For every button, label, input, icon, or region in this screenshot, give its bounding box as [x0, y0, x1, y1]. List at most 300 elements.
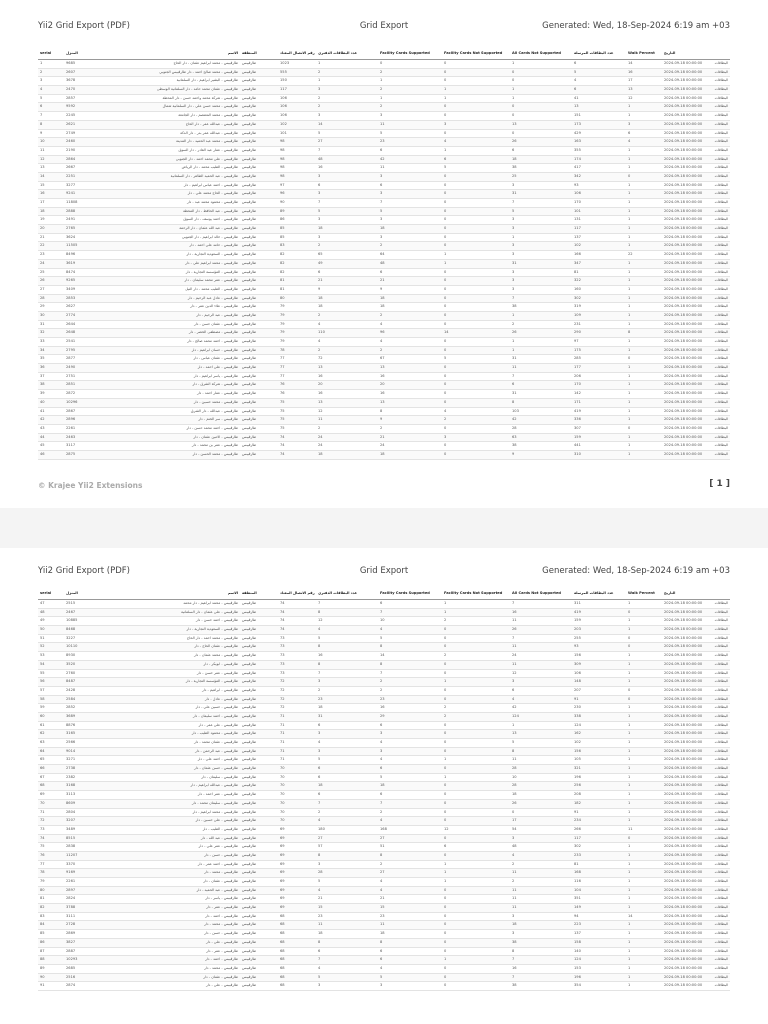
cell-area: طارقيبس [240, 808, 278, 817]
cell-facility-supported: 4 [378, 886, 442, 895]
cell-cards-link[interactable]: البطاقات [710, 747, 730, 756]
cell-cards-link[interactable]: البطاقات [710, 669, 730, 678]
grid-export-title: Grid Export [359, 566, 409, 576]
cell-cards-link[interactable]: البطاقات [710, 973, 730, 982]
cell-cards: 5 [316, 207, 378, 216]
cell-sent: 102 [572, 739, 626, 748]
cell-date: 2024-09-18 00:00:00 [662, 626, 710, 635]
cell-cards-link[interactable]: البطاقات [710, 225, 730, 234]
cell-house: 3619 [64, 259, 90, 268]
cell-facility-not-supported: 0 [442, 60, 510, 69]
cell-area: طارقيبس [240, 77, 278, 86]
cell-cards: 4 [316, 739, 378, 748]
cell-cards-link[interactable]: البطاقات [710, 808, 730, 817]
cell-cards-link[interactable]: البطاقات [710, 172, 730, 181]
cell-all-not-supported: 26 [510, 138, 572, 147]
cell-serial: 39 [38, 390, 64, 399]
cell-name: طارقيبس - حسن - دار [90, 851, 240, 860]
cell-all-not-supported: 1 [510, 346, 572, 355]
table-row [38, 904, 730, 913]
cell-facility-supported: 21 [378, 895, 442, 904]
cell-cards-link[interactable]: البطاقات [710, 930, 730, 939]
cell-sent: 91 [572, 695, 626, 704]
cell-cards-link[interactable]: البطاقات [710, 695, 730, 704]
cell-walk-percent: 1 [626, 155, 662, 164]
table-row [38, 68, 730, 77]
cell-facility-not-supported: 0 [442, 817, 510, 826]
cell-contact: 98 [278, 146, 316, 155]
cell-all-not-supported: 2 [510, 320, 572, 329]
cell-facility-not-supported: 0 [442, 799, 510, 808]
cell-area: طارقيبس [240, 730, 278, 739]
cell-contact: 89 [278, 207, 316, 216]
table-row [38, 303, 730, 312]
cell-cards: 18 [316, 930, 378, 939]
cell-cards-link[interactable]: البطاقات [710, 739, 730, 748]
cell-cards-link[interactable]: البطاقات [710, 364, 730, 373]
cell-all-not-supported: 0 [510, 103, 572, 112]
cell-cards: 3 [316, 747, 378, 756]
cell-cards-link[interactable]: البطاقات [710, 869, 730, 878]
cell-area: طارقيبس [240, 172, 278, 181]
cell-sent: 302 [572, 294, 626, 303]
cell-cards-link[interactable]: البطاقات [710, 652, 730, 661]
cell-cards-link[interactable]: البطاقات [710, 138, 730, 147]
cell-name: طارقيبس - عبدالله - دار الشرق [90, 407, 240, 416]
cell-cards-link[interactable]: البطاقات [710, 242, 730, 251]
cell-area: طارقيبس [240, 364, 278, 373]
cell-facility-supported: 4 [378, 320, 442, 329]
cell-house: 11505 [64, 242, 90, 251]
cell-date: 2024-09-18 00:00:00 [662, 799, 710, 808]
cell-cards: 8 [316, 643, 378, 652]
cell-walk-percent: 1 [626, 112, 662, 121]
cell-cards-link[interactable]: البطاقات [710, 199, 730, 208]
cell-cards-link[interactable]: البطاقات [710, 730, 730, 739]
cell-sent: 163 [572, 138, 626, 147]
cell-cards-link[interactable]: البطاقات [710, 285, 730, 294]
cell-facility-not-supported: 2 [442, 652, 510, 661]
cell-cards-link[interactable]: البطاقات [710, 355, 730, 364]
cell-cards-link[interactable]: البطاقات [710, 146, 730, 155]
cell-cards-link[interactable]: البطاقات [710, 791, 730, 800]
cell-cards-link[interactable]: البطاقات [710, 303, 730, 312]
cell-name: طارقيبس - محمد صالح احمد - دار طارقيبس الجنوبي [90, 68, 240, 77]
cell-area: طارقيبس [240, 608, 278, 617]
cell-cards-link[interactable]: البطاقات [710, 407, 730, 416]
cell-all-not-supported: 3 [510, 277, 572, 286]
cell-house: 10885 [64, 617, 90, 626]
cell-all-not-supported: 124 [510, 712, 572, 721]
export-title: Yii2 Grid Export (PDF) [38, 566, 130, 576]
cell-sent: 203 [572, 626, 626, 635]
cell-house: 3168 [64, 782, 90, 791]
cell-facility-not-supported: 0 [442, 730, 510, 739]
cell-all-not-supported: 16 [510, 964, 572, 973]
cell-cards-link[interactable]: البطاقات [710, 921, 730, 930]
cell-sent: 419 [572, 407, 626, 416]
cell-contact: 69 [278, 904, 316, 913]
cell-contact: 72 [278, 678, 316, 687]
cell-facility-not-supported: 3 [442, 433, 510, 442]
cell-date: 2024-09-18 00:00:00 [662, 886, 710, 895]
cell-cards-link[interactable]: البطاقات [710, 372, 730, 381]
cell-date: 2024-09-18 00:00:00 [662, 268, 710, 277]
cell-cards-link[interactable]: البطاقات [710, 442, 730, 451]
cell-cards-link[interactable]: البطاقات [710, 834, 730, 843]
cell-area: طارقيبس [240, 851, 278, 860]
cell-house: 3827 [64, 938, 90, 947]
cell-all-not-supported: 6 [510, 146, 572, 155]
column-header-facility-not-supported: Facility Cards Not Supported [442, 589, 510, 600]
cell-all-not-supported: 5 [510, 739, 572, 748]
cell-cards-link[interactable]: البطاقات [710, 851, 730, 860]
cell-all-not-supported: 63 [510, 433, 572, 442]
cell-cards-link[interactable]: البطاقات [710, 964, 730, 973]
cell-cards-link[interactable]: البطاقات [710, 721, 730, 730]
cell-name: طارقيبس - محمد ابراهيم علي - دار [90, 259, 240, 268]
cell-cards: 8 [316, 851, 378, 860]
cell-serial: 63 [38, 739, 64, 748]
cell-all-not-supported: 103 [510, 407, 572, 416]
cell-walk-percent: 1 [626, 904, 662, 913]
cell-facility-supported: 64 [378, 251, 442, 260]
cell-area: طارقيبس [240, 626, 278, 635]
cell-cards-link[interactable]: البطاقات [710, 600, 730, 609]
cell-house: 8468 [64, 626, 90, 635]
cell-cards-link[interactable]: البطاقات [710, 982, 730, 991]
cell-date: 2024-09-18 00:00:00 [662, 782, 710, 791]
cell-walk-percent: 1 [626, 181, 662, 190]
cell-date: 2024-09-18 00:00:00 [662, 686, 710, 695]
table-row [38, 886, 730, 895]
cell-cards-link[interactable]: البطاقات [710, 181, 730, 190]
cell-contact: 90 [278, 199, 316, 208]
cell-date: 2024-09-18 00:00:00 [662, 982, 710, 991]
cell-date: 2024-09-18 00:00:00 [662, 973, 710, 982]
cell-all-not-supported: 31 [510, 259, 572, 268]
cell-facility-supported: 5 [378, 129, 442, 138]
cell-name: طارقيبس - عبد الرحيم - دار [90, 311, 240, 320]
cell-name: طارقيبس - عثمان عباس - دار [90, 355, 240, 364]
cell-all-not-supported: 0 [510, 112, 572, 121]
cell-facility-supported: 2 [378, 686, 442, 695]
cell-name: طارقيبس - سر الختم - دار [90, 416, 240, 425]
cell-cards-link[interactable]: البطاقات [710, 904, 730, 913]
cell-sent: 148 [572, 678, 626, 687]
cell-cards-link[interactable]: البطاقات [710, 634, 730, 643]
cell-cards-link[interactable]: البطاقات [710, 782, 730, 791]
cell-name: طارقيبس - عبدالله عمر بدر - دار الدكة [90, 129, 240, 138]
cell-facility-supported: 18 [378, 303, 442, 312]
cell-walk-percent: 1 [626, 895, 662, 904]
cell-sent: 149 [572, 904, 626, 913]
cell-cards-link[interactable]: البطاقات [710, 390, 730, 399]
cell-date: 2024-09-18 00:00:00 [662, 346, 710, 355]
cell-cards-link[interactable]: البطاقات [710, 207, 730, 216]
cell-cards-link[interactable]: البطاقات [710, 320, 730, 329]
cell-area: طارقيبس [240, 869, 278, 878]
cell-house: 2190 [64, 146, 90, 155]
cell-name: طارقيبس - عمر علي - دار [90, 843, 240, 852]
cell-sent: 81 [572, 860, 626, 869]
cell-house: 2382 [64, 773, 90, 782]
cell-name: طارقيبس - احمد حسن - دار [90, 617, 240, 626]
cell-cards-link[interactable]: البطاقات [710, 251, 730, 260]
table-row [38, 834, 730, 843]
cell-cards: 16 [316, 164, 378, 173]
cell-name: طارقيبس - عمر حسن - دار [90, 669, 240, 678]
cell-cards-link[interactable]: البطاقات [710, 338, 730, 347]
cell-cards-link[interactable]: البطاقات [710, 886, 730, 895]
cell-facility-not-supported: 0 [442, 320, 510, 329]
cell-serial: 17 [38, 199, 64, 208]
cell-walk-percent: 1 [626, 956, 662, 965]
cell-walk-percent: 0 [626, 424, 662, 433]
cell-sent: 208 [572, 791, 626, 800]
cell-all-not-supported: 13 [510, 120, 572, 129]
table-row [38, 251, 730, 260]
cell-cards-link[interactable]: البطاقات [710, 77, 730, 86]
cell-cards-link[interactable]: البطاقات [710, 704, 730, 713]
cell-cards-link[interactable]: البطاقات [710, 450, 730, 459]
cell-all-not-supported: 7 [510, 372, 572, 381]
cell-cards-link[interactable]: البطاقات [710, 259, 730, 268]
table-row [38, 138, 730, 147]
cell-cards-link[interactable]: البطاقات [710, 956, 730, 965]
cell-contact: 106 [278, 94, 316, 103]
cell-cards-link[interactable]: البطاقات [710, 416, 730, 425]
cell-area: طارقيبس [240, 834, 278, 843]
cell-cards-link[interactable]: البطاقات [710, 712, 730, 721]
cell-cards-link[interactable]: البطاقات [710, 294, 730, 303]
cell-cards-link[interactable]: البطاقات [710, 86, 730, 95]
cell-walk-percent: 1 [626, 678, 662, 687]
cell-cards: 4 [316, 626, 378, 635]
cell-cards: 7 [316, 199, 378, 208]
cell-area: طارقيبس [240, 895, 278, 904]
cell-cards-link[interactable]: البطاقات [710, 424, 730, 433]
cell-cards: 6 [316, 721, 378, 730]
cell-cards-link[interactable]: البطاقات [710, 155, 730, 164]
cell-facility-supported: 29 [378, 712, 442, 721]
cell-facility-not-supported: 0 [442, 930, 510, 939]
cell-cards-link[interactable]: البطاقات [710, 643, 730, 652]
table-row [38, 450, 730, 459]
page-separator [0, 508, 768, 548]
cell-sent: 255 [572, 634, 626, 643]
cell-contact: 81 [278, 277, 316, 286]
grid-export-title: Grid Export [359, 21, 409, 31]
cell-cards-link[interactable]: البطاقات [710, 860, 730, 869]
cell-facility-not-supported: 0 [442, 372, 510, 381]
table-row [38, 433, 730, 442]
cell-facility-supported: 16 [378, 704, 442, 713]
cell-area: طارقيبس [240, 817, 278, 826]
cell-cards: 6 [316, 765, 378, 774]
cell-house: 2728 [64, 921, 90, 930]
cell-cards: 16 [316, 372, 378, 381]
cell-name: طارقيبس - محمد الحسن - دار [90, 450, 240, 459]
cell-name: طارقيبس - الطيب محمد - دار النيل [90, 285, 240, 294]
table-row [38, 930, 730, 939]
cell-cards-link[interactable]: البطاقات [710, 94, 730, 103]
cell-facility-not-supported: 0 [442, 895, 510, 904]
cell-sent: 307 [572, 424, 626, 433]
cell-facility-not-supported: 0 [442, 450, 510, 459]
cell-walk-percent: 1 [626, 878, 662, 887]
cell-contact: 71 [278, 747, 316, 756]
cell-name: طارقيبس - علي عثمان - دار السلمانية [90, 608, 240, 617]
cell-cards-link[interactable]: البطاقات [710, 765, 730, 774]
cell-house: 2872 [64, 390, 90, 399]
cell-cards-link[interactable]: البطاقات [710, 825, 730, 834]
cell-walk-percent: 1 [626, 721, 662, 730]
cell-facility-supported: 2 [378, 68, 442, 77]
cell-facility-not-supported: 1 [442, 773, 510, 782]
cell-facility-supported: 5 [378, 773, 442, 782]
cell-walk-percent: 1 [626, 216, 662, 225]
cell-all-not-supported: 38 [510, 442, 572, 451]
cell-walk-percent: 1 [626, 294, 662, 303]
cell-cards-link[interactable]: البطاقات [710, 398, 730, 407]
cell-cards-link[interactable]: البطاقات [710, 311, 730, 320]
cell-cards-link[interactable]: البطاقات [710, 60, 730, 69]
cell-area: طارقيبس [240, 912, 278, 921]
cell-date: 2024-09-18 00:00:00 [662, 895, 710, 904]
cell-cards-link[interactable]: البطاقات [710, 268, 730, 277]
cell-all-not-supported: 26 [510, 329, 572, 338]
cell-serial: 18 [38, 207, 64, 216]
cell-cards-link[interactable]: البطاقات [710, 773, 730, 782]
cell-date: 2024-09-18 00:00:00 [662, 320, 710, 329]
cell-cards: 1 [316, 60, 378, 69]
cell-serial: 46 [38, 450, 64, 459]
cell-sent: 117 [572, 225, 626, 234]
cell-cards-link[interactable]: البطاقات [710, 120, 730, 129]
cell-walk-percent: 1 [626, 303, 662, 312]
cell-all-not-supported: 11 [510, 895, 572, 904]
cell-cards-link[interactable]: البطاقات [710, 912, 730, 921]
cell-area: طارقيبس [240, 652, 278, 661]
cell-cards-link[interactable]: البطاقات [710, 103, 730, 112]
cell-contact: 68 [278, 921, 316, 930]
cell-house: 9592 [64, 103, 90, 112]
cell-cards: 5 [316, 129, 378, 138]
cell-serial: 50 [38, 626, 64, 635]
cell-serial: 44 [38, 433, 64, 442]
cell-area: طارقيبس [240, 390, 278, 399]
cell-facility-not-supported: 0 [442, 643, 510, 652]
cell-cards-link[interactable]: البطاقات [710, 329, 730, 338]
cell-cards-link[interactable]: البطاقات [710, 190, 730, 199]
cell-all-not-supported: 3 [510, 285, 572, 294]
cell-house: 2896 [64, 416, 90, 425]
cell-serial: 68 [38, 782, 64, 791]
cell-walk-percent: 1 [626, 773, 662, 782]
cell-facility-not-supported: 0 [442, 721, 510, 730]
cell-contact: 73 [278, 643, 316, 652]
cell-facility-supported: 7 [378, 608, 442, 617]
cell-area: طارقيبس [240, 433, 278, 442]
cell-area: طارقيبس [240, 285, 278, 294]
column-header-contact: رقم الاتصال المعتاد [278, 589, 316, 600]
cell-name: طارقيبس - حسين علي - دار [90, 704, 240, 713]
cell-contact: 68 [278, 912, 316, 921]
cell-cards-link[interactable]: البطاقات [710, 433, 730, 442]
cell-facility-not-supported: 0 [442, 424, 510, 433]
cell-walk-percent: 1 [626, 600, 662, 609]
cell-cards-link[interactable]: البطاقات [710, 660, 730, 669]
cell-cards-link[interactable]: البطاقات [710, 678, 730, 687]
cell-serial: 28 [38, 294, 64, 303]
cell-cards-link[interactable]: البطاقات [710, 843, 730, 852]
cell-name: طارقيبس - حسن - دار [90, 930, 240, 939]
cell-cards-link[interactable]: البطاقات [710, 799, 730, 808]
cell-sent: 234 [572, 817, 626, 826]
cell-date: 2024-09-18 00:00:00 [662, 617, 710, 626]
cell-facility-not-supported: 0 [442, 233, 510, 242]
cell-cards-link[interactable]: البطاقات [710, 608, 730, 617]
cell-house: 2887 [64, 947, 90, 956]
cell-cards-link[interactable]: البطاقات [710, 626, 730, 635]
cell-cards: 72 [316, 355, 378, 364]
cell-cards-link[interactable]: البطاقات [710, 617, 730, 626]
cell-house: 2467 [64, 608, 90, 617]
cell-facility-supported: 42 [378, 155, 442, 164]
cell-cards-link[interactable]: البطاقات [710, 346, 730, 355]
cell-area: طارقيبس [240, 704, 278, 713]
cell-cards-link[interactable]: البطاقات [710, 129, 730, 138]
cell-cards-link[interactable]: البطاقات [710, 947, 730, 956]
table-row [38, 216, 730, 225]
cell-cards-link[interactable]: البطاقات [710, 216, 730, 225]
cell-cards-link[interactable]: البطاقات [710, 233, 730, 242]
cell-cards-link[interactable]: البطاقات [710, 686, 730, 695]
cell-cards: 18 [316, 225, 378, 234]
cell-cards-link[interactable]: البطاقات [710, 817, 730, 826]
cell-cards-link[interactable]: البطاقات [710, 164, 730, 173]
cell-cards-link[interactable]: البطاقات [710, 381, 730, 390]
cell-serial: 71 [38, 808, 64, 817]
column-header-date: التاريخ [662, 49, 710, 60]
cell-cards-link[interactable]: البطاقات [710, 938, 730, 947]
cell-area: طارقيبس [240, 398, 278, 407]
cell-facility-supported: 6 [378, 947, 442, 956]
cell-cards-link[interactable]: البطاقات [710, 756, 730, 765]
cell-area: طارقيبس [240, 355, 278, 364]
cell-cards-link[interactable]: البطاقات [710, 878, 730, 887]
cell-serial: 69 [38, 791, 64, 800]
cell-date: 2024-09-18 00:00:00 [662, 68, 710, 77]
cell-cards-link[interactable]: البطاقات [710, 112, 730, 121]
table-row [38, 407, 730, 416]
cell-cards: 6 [316, 791, 378, 800]
cell-area: طارقيبس [240, 600, 278, 609]
cell-date: 2024-09-18 00:00:00 [662, 791, 710, 800]
cell-cards-link[interactable]: البطاقات [710, 68, 730, 77]
cell-contact: 75 [278, 407, 316, 416]
cell-sent: 156 [572, 747, 626, 756]
cell-area: طارقيبس [240, 294, 278, 303]
cell-sent: 290 [572, 329, 626, 338]
cell-cards: 6 [316, 773, 378, 782]
cell-cards-link[interactable]: البطاقات [710, 895, 730, 904]
cell-all-not-supported: 5 [510, 207, 572, 216]
cell-facility-not-supported: 0 [442, 669, 510, 678]
cell-walk-percent: 1 [626, 390, 662, 399]
cell-cards-link[interactable]: البطاقات [710, 277, 730, 286]
